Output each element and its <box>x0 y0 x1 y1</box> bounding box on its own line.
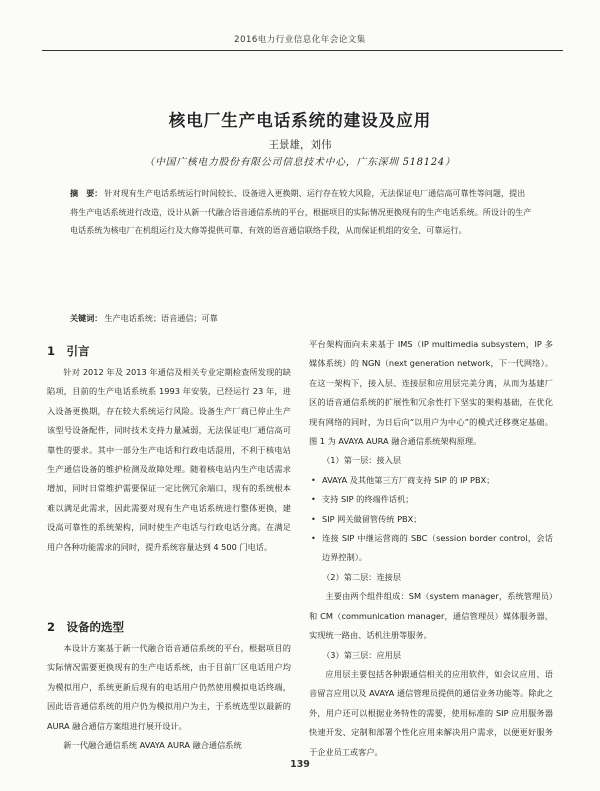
section-2-body <box>47 639 291 755</box>
layer-3-text: 应用层主要包括各种跟通信相关的应用软件，如会议应用、语音留言应用以及 AVAYA 通信管理员提供的通信业务功能等。除此之外，用户还可以根据业务特性的需要，使用标准的 SIP 应用服务器快速开发、定制和部署个性化应用来解决用户需求，以便更好服务于企业员工或客户。 <box>309 668 553 757</box>
section-2-paragraph-1: 本设计方案基于新一代融合语音通信系统的平台，根据项目的实际情况需要更换现有的生产电话系统，由于目前厂区电话用户均为模拟用户，系统更新后现有的电话用户仍然使用模拟电话终端，因此语音通信系统的用户仍为模拟用户为主，于系统选型以最新的 AURA 融合通信方案组进行展开设计。 <box>47 643 291 731</box>
section-1-heading: 1 引言 <box>47 344 90 358</box>
architecture-paragraph: 平台架构面向未来基于 IMS（IP multimedia subsystem，IP 多媒体系统）的 NGN（next generation network，下一代网络）。在这一架构下，接入层、连接层和应用层完美分离，从而为基建厂区的语音通信系统的扩展性和冗余性打下坚实的架构基础，在优化现有网络的同时，为日后向“以用户为中心”的模式迁移奠定基础。图 1 为 AVAYA AURA 融合通信系统架构原理。 <box>309 339 553 447</box>
section-1-body <box>47 363 291 557</box>
bullet-item <box>309 490 553 509</box>
bullet-item <box>309 510 553 529</box>
header-rule <box>42 50 563 51</box>
section-2-heading: 2 设备的选型 <box>47 620 125 634</box>
running-header: 2016电力行业信息化年会论文集 <box>234 35 366 45</box>
bullet-item <box>309 471 553 490</box>
keywords-label: 关键词： <box>70 313 103 323</box>
bullet-icon: • <box>311 474 316 485</box>
abstract-text: 针对现有生产电话系统运行时间较长、设备进入更换期、运行存在较大风险，无法保证电厂通信高可靠性等问题，提出将生产电话系统进行改造，设计从新一代融合语音通信系统的平台，根据项目的实际情况更换现有的生产电话系统。所设计的生产电话系统为核电厂在机组运行及大修等提供可靠、有效的语音通信联络手段，从而保证机组的安全、可靠运行。 <box>70 188 532 236</box>
layer-1-heading: （1）第一层：接入层 <box>322 455 402 466</box>
bullet-icon: • <box>311 494 316 505</box>
right-column <box>309 335 553 762</box>
keywords <box>70 313 532 324</box>
bullet-text: SIP 网关做留管传统 PBX； <box>322 513 422 524</box>
bullet-item <box>309 529 553 568</box>
layer-2-text: 主要由两个组件组成：SM（system manager，系统管理员）和 CM（communication manager，通信管理员）媒体服务器，实现统一路由、话机注册等服务。 <box>309 591 553 641</box>
bullet-text: 支持 SIP 的终端件话机； <box>322 494 414 505</box>
layer-3-heading: （3）第三层：应用层 <box>322 649 402 660</box>
bullet-text: AVAYA 及其他第三方厂商支持 SIP 的 IP PBX； <box>322 474 495 485</box>
bullet-text: 连接 SIP 中继运营商的 SBC（session border control，会话边界控制）。 <box>322 533 553 563</box>
abstract-label: 摘 要： <box>70 188 103 198</box>
section-1-paragraph: 针对 2012 年及 2013 年通信及相关专业定期检查所发现的缺陷项，目前的生产电话系统系 1993 年安装，已经运行 23 年，进入设备更换期，存在较大系统运行风险。设备生产厂商已停止生产该型号设备配件，同时技术支持力量减弱，无法保证电厂通信高可靠性的要求。其中一部分生产电话和行政电话混用，不利于核电站生产通信设备的维护检测及故障处理。随着核电站内生产电话需求增加，同时日常维护需要保证一定比例冗余端口，现有的系统根本难以满足此需求，因此需要对现有生产电话系统进行整体更换，建设高可靠性的系统架构，同时使生产电话与行政电话分离。在满足用户各种功能需求的同时，提升系统容量达到 4 500 门电话。 <box>47 367 291 552</box>
layer-2-heading: （2）第二层：连接层 <box>322 571 402 582</box>
keywords-text: 生产电话系统；语音通信；可靠 <box>104 313 218 323</box>
section-2-paragraph-2-start: 新一代融合通信系统 AVAYA AURA 融合通信系统 <box>63 740 242 751</box>
paper-title: 核电厂生产电话系统的建设及应用 <box>168 111 432 130</box>
page-number: 139 <box>290 759 310 770</box>
affiliation: （中国广核电力股份有限公司信息技术中心，广东深圳 518124） <box>144 157 456 168</box>
abstract <box>70 184 532 240</box>
bullet-icon: • <box>311 533 316 544</box>
bullet-icon: • <box>311 513 316 524</box>
authors: 王景雄，刘伟 <box>268 139 332 151</box>
